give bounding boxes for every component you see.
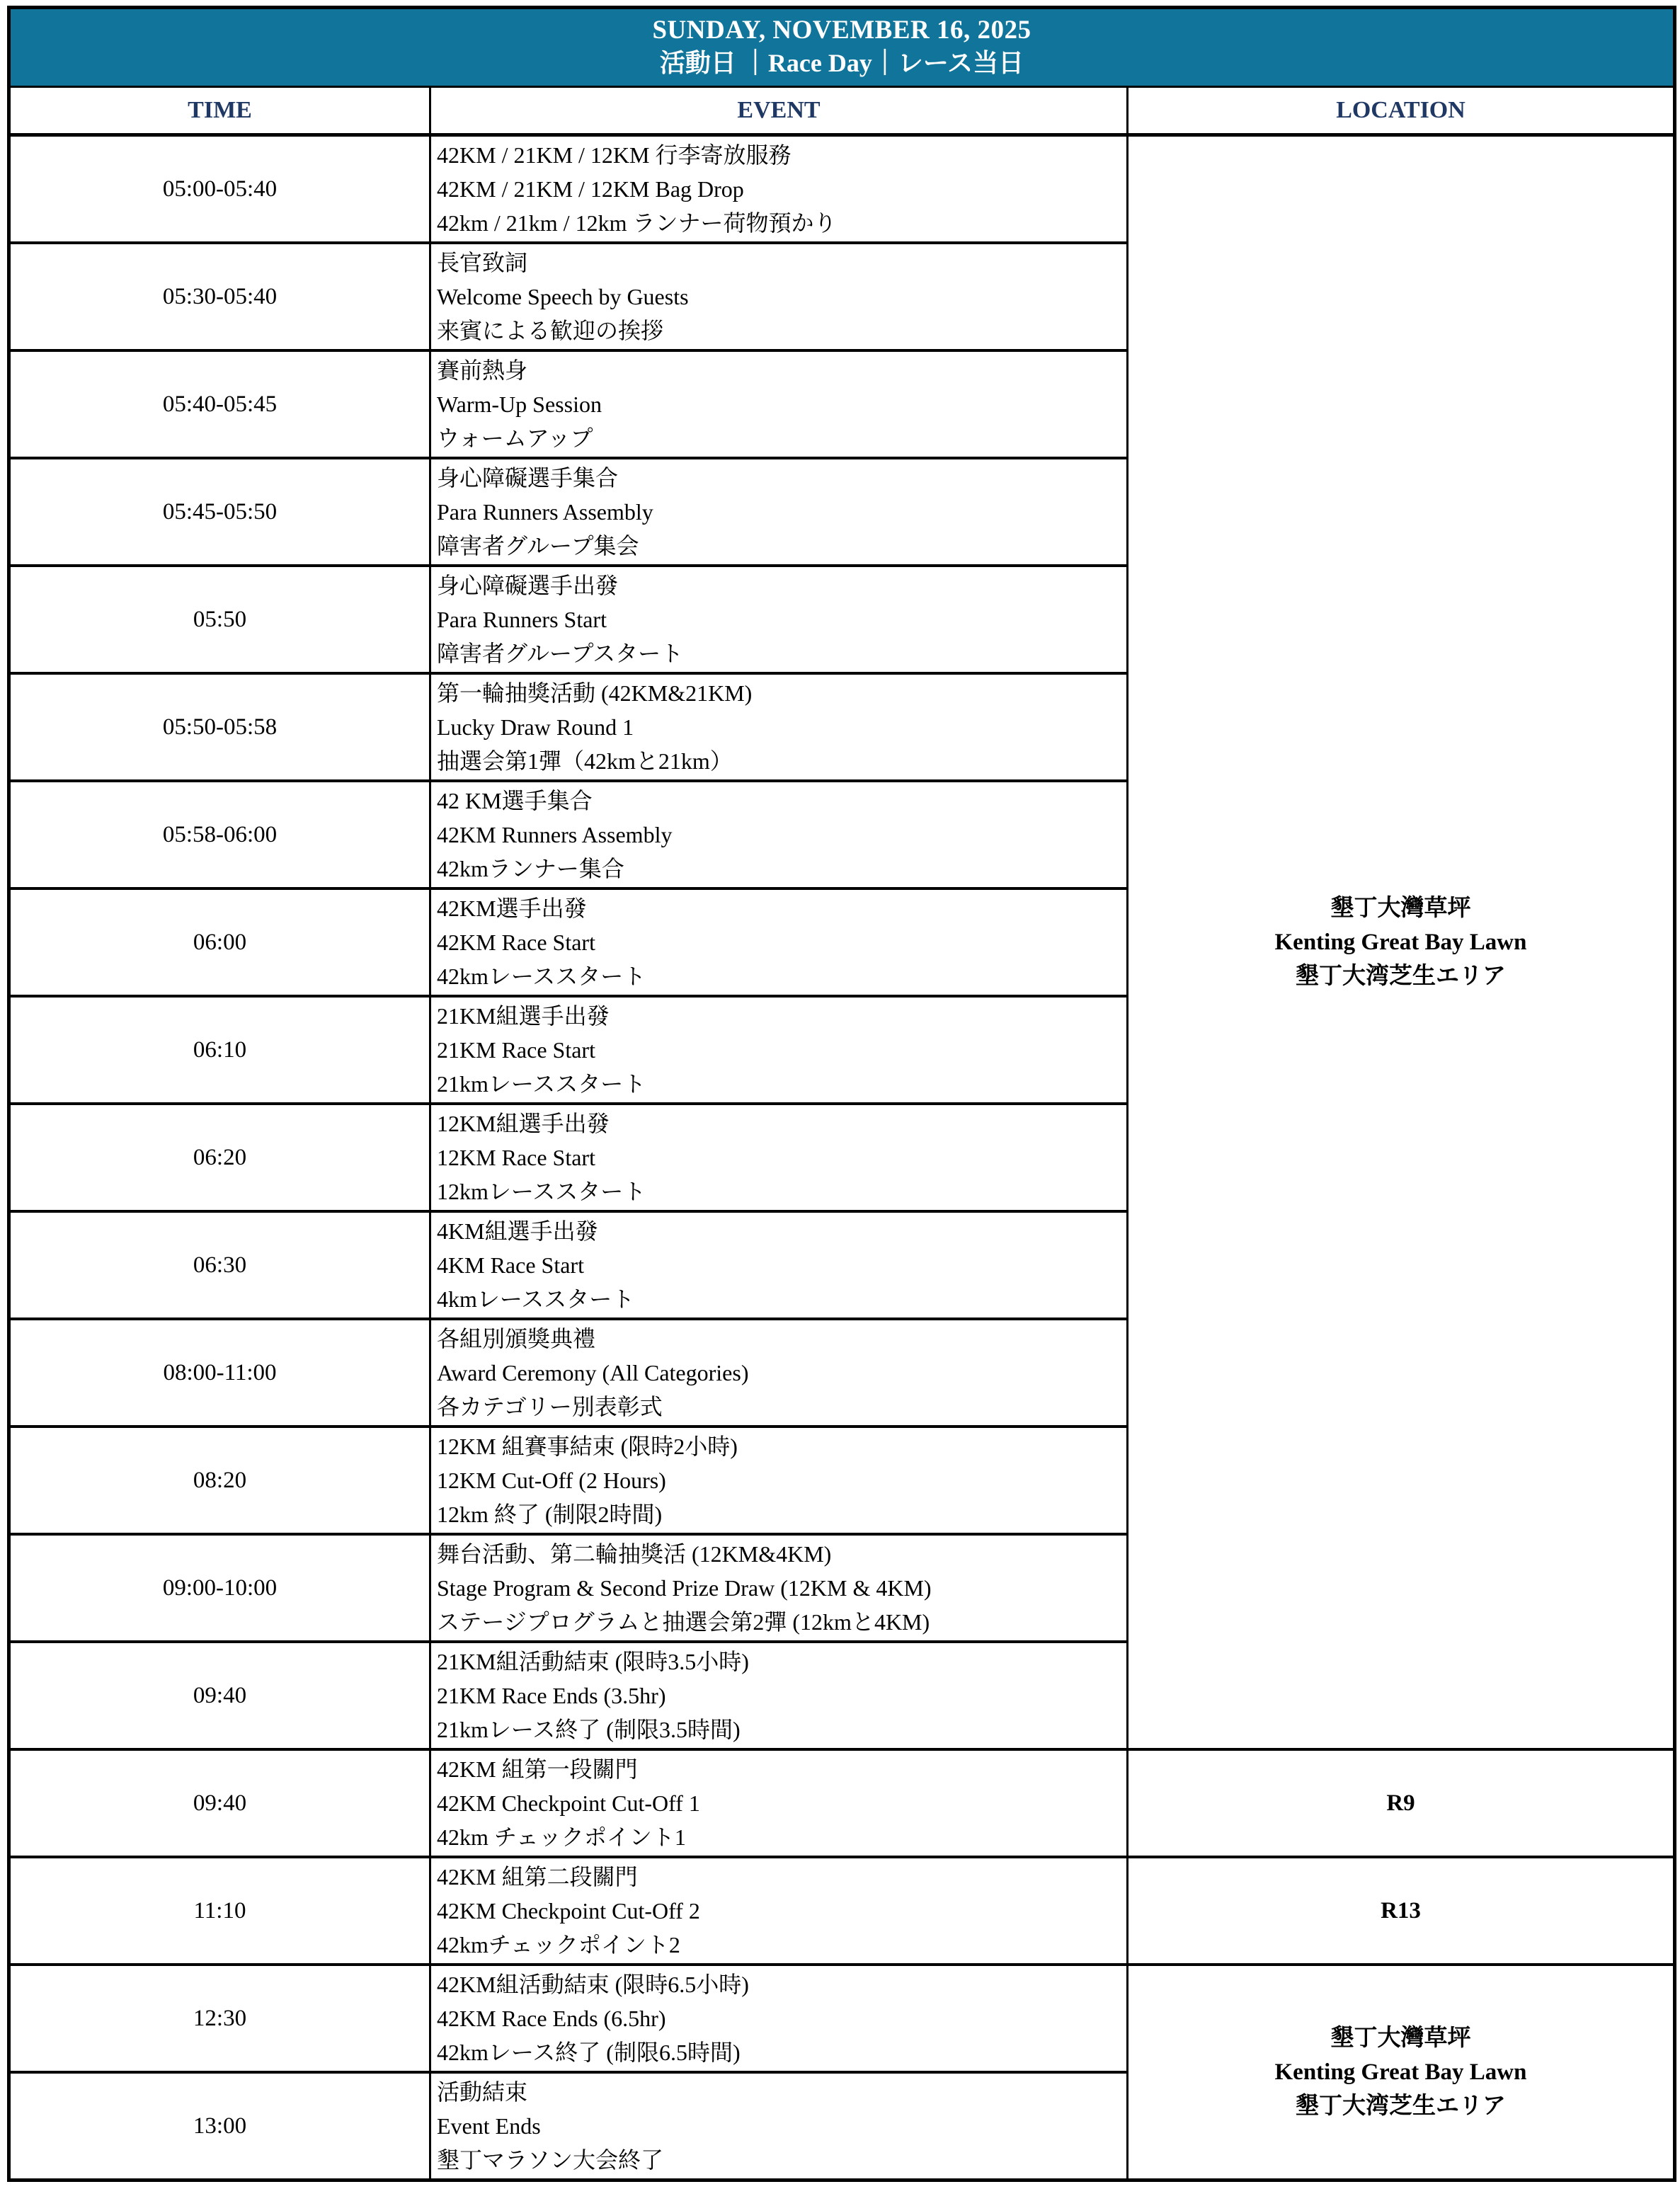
location-cell <box>1128 1965 1675 2181</box>
event-line: 42kmレーススタート <box>437 964 646 989</box>
event-line: 42kmレース終了 (制限6.5時間) <box>437 2040 741 2065</box>
time-cell: 05:50-05:58 <box>9 673 430 781</box>
event-cell <box>430 1749 1128 1857</box>
event-cell <box>430 1104 1128 1211</box>
time-cell: 06:20 <box>9 1104 430 1211</box>
event-line: 身心障礙選手集合 <box>437 465 619 491</box>
title-row <box>9 8 1675 87</box>
event-line: 12KM Race Start <box>437 1145 595 1170</box>
event-line: 障害者グループスタート <box>437 641 684 666</box>
column-header-event: EVENT <box>430 87 1128 135</box>
event-line: Stage Program & Second Prize Draw (12KM & 4KM) <box>437 1575 932 1601</box>
time-cell: 05:00-05:40 <box>9 135 430 244</box>
time-cell: 13:00 <box>9 2072 430 2181</box>
event-line: Welcome Speech by Guests <box>437 284 689 309</box>
event-line: Lucky Draw Round 1 <box>437 714 634 740</box>
event-cell <box>430 673 1128 781</box>
event-cell <box>430 566 1128 673</box>
event-line: 舞台活動、第二輪抽獎活 (12KM&4KM) <box>437 1541 832 1567</box>
event-line: 12KM Cut-Off (2 Hours) <box>437 1468 666 1493</box>
column-header-location: LOCATION <box>1128 87 1675 135</box>
time-cell: 09:40 <box>9 1642 430 1749</box>
event-cell <box>430 350 1128 458</box>
schedule-body <box>9 135 1675 2181</box>
title-date: SUNDAY, NOVEMBER 16, 2025 <box>652 16 1032 45</box>
time-cell: 06:10 <box>9 996 430 1104</box>
event-line: ステージプログラムと抽選会第2彈 (12kmと4KM) <box>437 1609 930 1635</box>
location-line: Kenting Great Bay Lawn <box>1274 930 1527 955</box>
event-cell <box>430 1534 1128 1642</box>
table-row <box>9 135 1675 244</box>
event-cell <box>430 1857 1128 1965</box>
location-line: R13 <box>1381 1898 1421 1924</box>
event-cell <box>430 135 1128 244</box>
location-cell <box>1128 135 1675 1750</box>
event-line: 来賓による歓迎の挨拶 <box>437 318 664 343</box>
time-cell: 05:40-05:45 <box>9 350 430 458</box>
event-line: 4KM組選手出發 <box>437 1218 598 1244</box>
time-cell: 05:50 <box>9 566 430 673</box>
event-line: 抽選会第1彈（42kmと21km） <box>437 748 733 774</box>
event-line: ウォームアップ <box>437 425 593 451</box>
event-cell <box>430 458 1128 566</box>
event-line: Warm-Up Session <box>437 391 602 417</box>
location-cell <box>1128 1749 1675 1857</box>
event-cell <box>430 1319 1128 1427</box>
time-cell: 12:30 <box>9 1965 430 2072</box>
event-line: 身心障礙選手出發 <box>437 573 619 598</box>
event-line: 42 KM選手集合 <box>437 788 593 813</box>
time-cell: 05:45-05:50 <box>9 458 430 566</box>
event-line: 長官致詞 <box>437 250 528 275</box>
event-line: 42KM Runners Assembly <box>437 822 673 847</box>
event-cell <box>430 1211 1128 1319</box>
event-line: 42KM 組第二段關門 <box>437 1864 638 1890</box>
table-row <box>9 1857 1675 1965</box>
event-line: 21kmレーススタート <box>437 1071 646 1097</box>
column-header-time: TIME <box>9 87 430 135</box>
event-line: 12KM組選手出發 <box>437 1111 610 1136</box>
table-row <box>9 1749 1675 1857</box>
event-line: Award Ceremony (All Categories) <box>437 1360 749 1385</box>
event-line: Para Runners Assembly <box>437 499 653 525</box>
event-line: 42KM選手出發 <box>437 896 587 921</box>
location-line: 墾丁大湾芝生エリア <box>1296 964 1506 989</box>
event-line: 21KM Race Ends (3.5hr) <box>437 1683 666 1708</box>
event-cell <box>430 1427 1128 1534</box>
time-cell: 05:58-06:00 <box>9 781 430 888</box>
event-line: 42km チェックポイント1 <box>437 1824 686 1850</box>
location-line: 墾丁大灣草坪 <box>1330 896 1471 921</box>
event-line: 42KM 組第一段關門 <box>437 1756 638 1782</box>
location-line: R9 <box>1386 1790 1415 1816</box>
event-cell <box>430 996 1128 1104</box>
event-line: 21kmレース終了 (制限3.5時間) <box>437 1717 741 1742</box>
time-cell: 09:00-10:00 <box>9 1534 430 1642</box>
event-line: 42KM組活動結束 (限時6.5小時) <box>437 1972 749 1997</box>
event-line: 各カテゴリー別表彰式 <box>437 1394 663 1419</box>
event-line: 42km / 21km / 12km ランナー荷物預かり <box>437 210 837 236</box>
time-cell: 06:00 <box>9 888 430 996</box>
time-cell: 11:10 <box>9 1857 430 1965</box>
event-line: 42KM Checkpoint Cut-Off 2 <box>437 1898 700 1924</box>
event-cell <box>430 1965 1128 2072</box>
event-line: 42kmチェックポイント2 <box>437 1932 680 1957</box>
event-line: 賽前熱身 <box>437 358 528 383</box>
event-line: Para Runners Start <box>437 607 607 632</box>
event-line: Event Ends <box>437 2113 541 2139</box>
event-cell <box>430 2072 1128 2181</box>
event-line: 障害者グループ集会 <box>437 533 639 559</box>
event-cell <box>430 888 1128 996</box>
event-line: 12kmレーススタート <box>437 1179 646 1204</box>
time-cell: 09:40 <box>9 1749 430 1857</box>
time-cell: 08:20 <box>9 1427 430 1534</box>
location-line: 墾丁大湾芝生エリア <box>1296 2093 1506 2119</box>
event-cell <box>430 243 1128 350</box>
location-line: Kenting Great Bay Lawn <box>1274 2059 1527 2085</box>
race-day-schedule-table <box>7 6 1676 2182</box>
location-line: 墾丁大灣草坪 <box>1330 2025 1471 2051</box>
time-cell: 06:30 <box>9 1211 430 1319</box>
event-line: 42KM Race Start <box>437 930 595 955</box>
event-line: 42KM Checkpoint Cut-Off 1 <box>437 1790 700 1816</box>
event-line: 墾丁マラソン大会終了 <box>437 2147 664 2173</box>
event-line: 21KM組選手出發 <box>437 1003 610 1029</box>
table-row <box>9 1965 1675 2072</box>
table-title-banner <box>9 8 1675 87</box>
event-line: 12km 終了 (制限2時間) <box>437 1502 663 1527</box>
event-line: 第一輪抽獎活動 (42KM&21KM) <box>437 680 753 706</box>
event-line: 42KM / 21KM / 12KM 行李寄放服務 <box>437 142 792 168</box>
event-line: 21KM組活動結束 (限時3.5小時) <box>437 1649 749 1674</box>
event-cell <box>430 1642 1128 1749</box>
column-header-row <box>9 87 1675 135</box>
time-cell: 05:30-05:40 <box>9 243 430 350</box>
event-line: 21KM Race Start <box>437 1037 595 1063</box>
time-cell: 08:00-11:00 <box>9 1319 430 1427</box>
location-cell <box>1128 1857 1675 1965</box>
event-line: 活動結束 <box>437 2079 528 2105</box>
event-line: 42kmランナー集合 <box>437 856 624 881</box>
event-cell <box>430 781 1128 888</box>
event-line: 42KM Race Ends (6.5hr) <box>437 2006 666 2031</box>
title-subtitle: 活動日 ｜Race Day｜レース当日 <box>659 49 1024 77</box>
event-line: 42KM / 21KM / 12KM Bag Drop <box>437 176 744 202</box>
event-line: 各組別頒獎典禮 <box>437 1326 596 1351</box>
event-line: 4kmレーススタート <box>437 1286 635 1312</box>
event-line: 12KM 組賽事結束 (限時2小時) <box>437 1434 738 1459</box>
event-line: 4KM Race Start <box>437 1252 584 1278</box>
